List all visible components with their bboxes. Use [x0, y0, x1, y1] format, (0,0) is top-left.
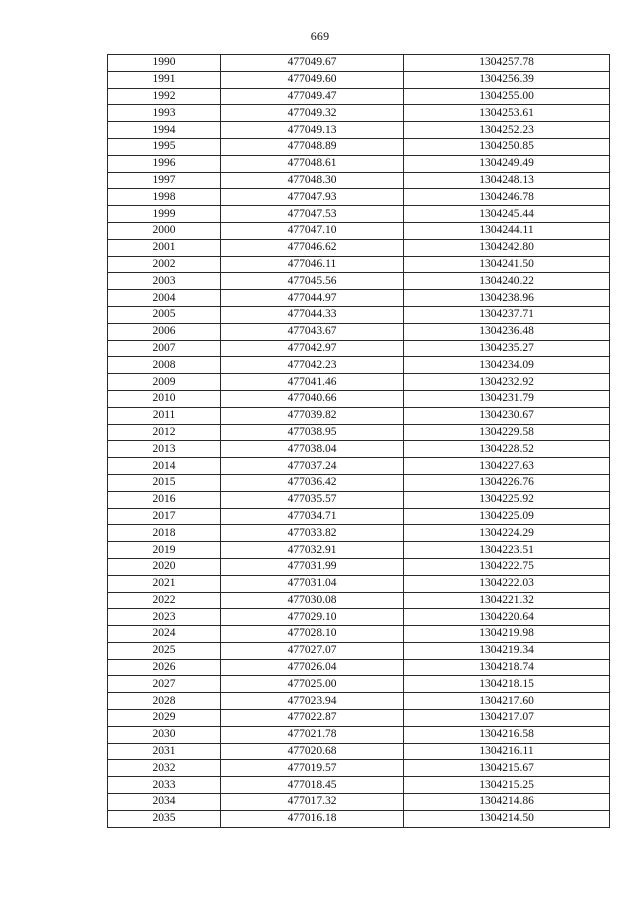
x-coordinate-cell: 477049.60	[221, 71, 404, 88]
x-coordinate-cell: 477025.00	[221, 676, 404, 693]
point-number-cell: 2001	[108, 239, 221, 256]
point-number-cell: 2007	[108, 340, 221, 357]
y-coordinate-cell: 1304231.79	[404, 390, 610, 407]
point-number-cell: 2000	[108, 222, 221, 239]
y-coordinate-cell: 1304225.09	[404, 508, 610, 525]
point-number-cell: 2004	[108, 290, 221, 307]
table-row	[108, 810, 610, 827]
table-row	[108, 794, 610, 811]
point-number-cell: 2018	[108, 525, 221, 542]
point-number-cell: 2031	[108, 743, 221, 760]
point-number-cell: 2028	[108, 693, 221, 710]
x-coordinate-cell: 477022.87	[221, 710, 404, 727]
x-coordinate-cell: 477029.10	[221, 609, 404, 626]
y-coordinate-cell: 1304216.11	[404, 743, 610, 760]
y-coordinate-cell: 1304226.76	[404, 474, 610, 491]
table-row	[108, 441, 610, 458]
y-coordinate-cell: 1304244.11	[404, 222, 610, 239]
x-coordinate-cell: 477048.61	[221, 155, 404, 172]
x-coordinate-cell: 477035.57	[221, 491, 404, 508]
y-coordinate-cell: 1304222.03	[404, 575, 610, 592]
table-row	[108, 290, 610, 307]
point-number-cell: 2019	[108, 542, 221, 559]
point-number-cell: 1991	[108, 71, 221, 88]
table-row	[108, 172, 610, 189]
x-coordinate-cell: 477049.67	[221, 55, 404, 72]
y-coordinate-cell: 1304223.51	[404, 542, 610, 559]
table-row	[108, 273, 610, 290]
x-coordinate-cell: 477032.91	[221, 542, 404, 559]
point-number-cell: 1997	[108, 172, 221, 189]
point-number-cell: 2034	[108, 794, 221, 811]
x-coordinate-cell: 477038.95	[221, 424, 404, 441]
point-number-cell: 1990	[108, 55, 221, 72]
point-number-cell: 2027	[108, 676, 221, 693]
point-number-cell: 2030	[108, 726, 221, 743]
table-row	[108, 323, 610, 340]
point-number-cell: 2015	[108, 474, 221, 491]
x-coordinate-cell: 477046.62	[221, 239, 404, 256]
table-row	[108, 642, 610, 659]
table-row	[108, 55, 610, 72]
point-number-cell: 2021	[108, 575, 221, 592]
y-coordinate-cell: 1304219.34	[404, 642, 610, 659]
point-number-cell: 2025	[108, 642, 221, 659]
y-coordinate-cell: 1304218.74	[404, 659, 610, 676]
table-row	[108, 239, 610, 256]
y-coordinate-cell: 1304228.52	[404, 441, 610, 458]
table-row	[108, 71, 610, 88]
y-coordinate-cell: 1304242.80	[404, 239, 610, 256]
table-row	[108, 760, 610, 777]
y-coordinate-cell: 1304225.92	[404, 491, 610, 508]
table-row	[108, 340, 610, 357]
y-coordinate-cell: 1304240.22	[404, 273, 610, 290]
y-coordinate-cell: 1304249.49	[404, 155, 610, 172]
point-number-cell: 2014	[108, 458, 221, 475]
y-coordinate-cell: 1304252.23	[404, 122, 610, 139]
x-coordinate-cell: 477047.10	[221, 222, 404, 239]
x-coordinate-cell: 477042.97	[221, 340, 404, 357]
y-coordinate-cell: 1304235.27	[404, 340, 610, 357]
table-row	[108, 525, 610, 542]
table-row	[108, 626, 610, 643]
x-coordinate-cell: 477016.18	[221, 810, 404, 827]
y-coordinate-cell: 1304238.96	[404, 290, 610, 307]
table-row	[108, 306, 610, 323]
table-row	[108, 726, 610, 743]
y-coordinate-cell: 1304234.09	[404, 357, 610, 374]
x-coordinate-cell: 477017.32	[221, 794, 404, 811]
table-row	[108, 390, 610, 407]
table-row	[108, 357, 610, 374]
table-row	[108, 777, 610, 794]
table-row	[108, 592, 610, 609]
x-coordinate-cell: 477045.56	[221, 273, 404, 290]
table-row	[108, 693, 610, 710]
table-row	[108, 155, 610, 172]
point-number-cell: 1992	[108, 88, 221, 105]
y-coordinate-cell: 1304246.78	[404, 189, 610, 206]
table-row	[108, 105, 610, 122]
point-number-cell: 2003	[108, 273, 221, 290]
x-coordinate-cell: 477042.23	[221, 357, 404, 374]
x-coordinate-cell: 477049.47	[221, 88, 404, 105]
table-row	[108, 508, 610, 525]
point-number-cell: 2032	[108, 760, 221, 777]
x-coordinate-cell: 477046.11	[221, 256, 404, 273]
y-coordinate-cell: 1304229.58	[404, 424, 610, 441]
y-coordinate-cell: 1304230.67	[404, 407, 610, 424]
x-coordinate-cell: 477048.30	[221, 172, 404, 189]
y-coordinate-cell: 1304253.61	[404, 105, 610, 122]
y-coordinate-cell: 1304232.92	[404, 374, 610, 391]
y-coordinate-cell: 1304237.71	[404, 306, 610, 323]
x-coordinate-cell: 477033.82	[221, 525, 404, 542]
y-coordinate-cell: 1304219.98	[404, 626, 610, 643]
point-number-cell: 1993	[108, 105, 221, 122]
table-row	[108, 458, 610, 475]
x-coordinate-cell: 477044.97	[221, 290, 404, 307]
point-number-cell: 2023	[108, 609, 221, 626]
point-number-cell: 2009	[108, 374, 221, 391]
x-coordinate-cell: 477031.99	[221, 558, 404, 575]
x-coordinate-cell: 477037.24	[221, 458, 404, 475]
coordinates-table	[107, 54, 610, 828]
x-coordinate-cell: 477023.94	[221, 693, 404, 710]
point-number-cell: 2013	[108, 441, 221, 458]
coordinates-table-body	[108, 55, 610, 828]
table-row	[108, 491, 610, 508]
y-coordinate-cell: 1304224.29	[404, 525, 610, 542]
y-coordinate-cell: 1304216.58	[404, 726, 610, 743]
table-row	[108, 474, 610, 491]
table-row	[108, 407, 610, 424]
x-coordinate-cell: 477021.78	[221, 726, 404, 743]
x-coordinate-cell: 477039.82	[221, 407, 404, 424]
point-number-cell: 1998	[108, 189, 221, 206]
point-number-cell: 2029	[108, 710, 221, 727]
table-row	[108, 609, 610, 626]
table-row	[108, 542, 610, 559]
point-number-cell: 2010	[108, 390, 221, 407]
x-coordinate-cell: 477028.10	[221, 626, 404, 643]
y-coordinate-cell: 1304218.15	[404, 676, 610, 693]
table-row	[108, 659, 610, 676]
table-row	[108, 575, 610, 592]
point-number-cell: 1994	[108, 122, 221, 139]
table-row	[108, 189, 610, 206]
table-row	[108, 558, 610, 575]
x-coordinate-cell: 477026.04	[221, 659, 404, 676]
y-coordinate-cell: 1304220.64	[404, 609, 610, 626]
point-number-cell: 2012	[108, 424, 221, 441]
x-coordinate-cell: 477019.57	[221, 760, 404, 777]
point-number-cell: 2024	[108, 626, 221, 643]
point-number-cell: 2033	[108, 777, 221, 794]
y-coordinate-cell: 1304214.86	[404, 794, 610, 811]
y-coordinate-cell: 1304227.63	[404, 458, 610, 475]
point-number-cell: 2008	[108, 357, 221, 374]
table-row	[108, 743, 610, 760]
y-coordinate-cell: 1304214.50	[404, 810, 610, 827]
x-coordinate-cell: 477020.68	[221, 743, 404, 760]
y-coordinate-cell: 1304250.85	[404, 138, 610, 155]
point-number-cell: 1996	[108, 155, 221, 172]
point-number-cell: 2017	[108, 508, 221, 525]
point-number-cell: 2005	[108, 306, 221, 323]
y-coordinate-cell: 1304257.78	[404, 55, 610, 72]
y-coordinate-cell: 1304222.75	[404, 558, 610, 575]
table-row	[108, 222, 610, 239]
table-row	[108, 88, 610, 105]
x-coordinate-cell: 477048.89	[221, 138, 404, 155]
x-coordinate-cell: 477043.67	[221, 323, 404, 340]
y-coordinate-cell: 1304241.50	[404, 256, 610, 273]
x-coordinate-cell: 477040.66	[221, 390, 404, 407]
x-coordinate-cell: 477041.46	[221, 374, 404, 391]
point-number-cell: 2002	[108, 256, 221, 273]
x-coordinate-cell: 477036.42	[221, 474, 404, 491]
table-row	[108, 374, 610, 391]
y-coordinate-cell: 1304245.44	[404, 206, 610, 223]
x-coordinate-cell: 477049.32	[221, 105, 404, 122]
page-number: 669	[310, 29, 330, 43]
table-row	[108, 206, 610, 223]
table-row	[108, 138, 610, 155]
x-coordinate-cell: 477044.33	[221, 306, 404, 323]
x-coordinate-cell: 477038.04	[221, 441, 404, 458]
table-row	[108, 676, 610, 693]
x-coordinate-cell: 477034.71	[221, 508, 404, 525]
y-coordinate-cell: 1304221.32	[404, 592, 610, 609]
x-coordinate-cell: 477030.08	[221, 592, 404, 609]
x-coordinate-cell: 477031.04	[221, 575, 404, 592]
x-coordinate-cell: 477047.93	[221, 189, 404, 206]
point-number-cell: 2035	[108, 810, 221, 827]
point-number-cell: 1995	[108, 138, 221, 155]
point-number-cell: 2016	[108, 491, 221, 508]
y-coordinate-cell: 1304217.60	[404, 693, 610, 710]
point-number-cell: 2011	[108, 407, 221, 424]
y-coordinate-cell: 1304217.07	[404, 710, 610, 727]
x-coordinate-cell: 477018.45	[221, 777, 404, 794]
y-coordinate-cell: 1304248.13	[404, 172, 610, 189]
point-number-cell: 2020	[108, 558, 221, 575]
y-coordinate-cell: 1304215.25	[404, 777, 610, 794]
y-coordinate-cell: 1304236.48	[404, 323, 610, 340]
x-coordinate-cell: 477047.53	[221, 206, 404, 223]
point-number-cell: 2026	[108, 659, 221, 676]
point-number-cell: 2006	[108, 323, 221, 340]
y-coordinate-cell: 1304255.00	[404, 88, 610, 105]
table-row	[108, 710, 610, 727]
x-coordinate-cell: 477027.07	[221, 642, 404, 659]
y-coordinate-cell: 1304215.67	[404, 760, 610, 777]
x-coordinate-cell: 477049.13	[221, 122, 404, 139]
table-row	[108, 122, 610, 139]
point-number-cell: 1999	[108, 206, 221, 223]
y-coordinate-cell: 1304256.39	[404, 71, 610, 88]
table-row	[108, 256, 610, 273]
table-row	[108, 424, 610, 441]
point-number-cell: 2022	[108, 592, 221, 609]
